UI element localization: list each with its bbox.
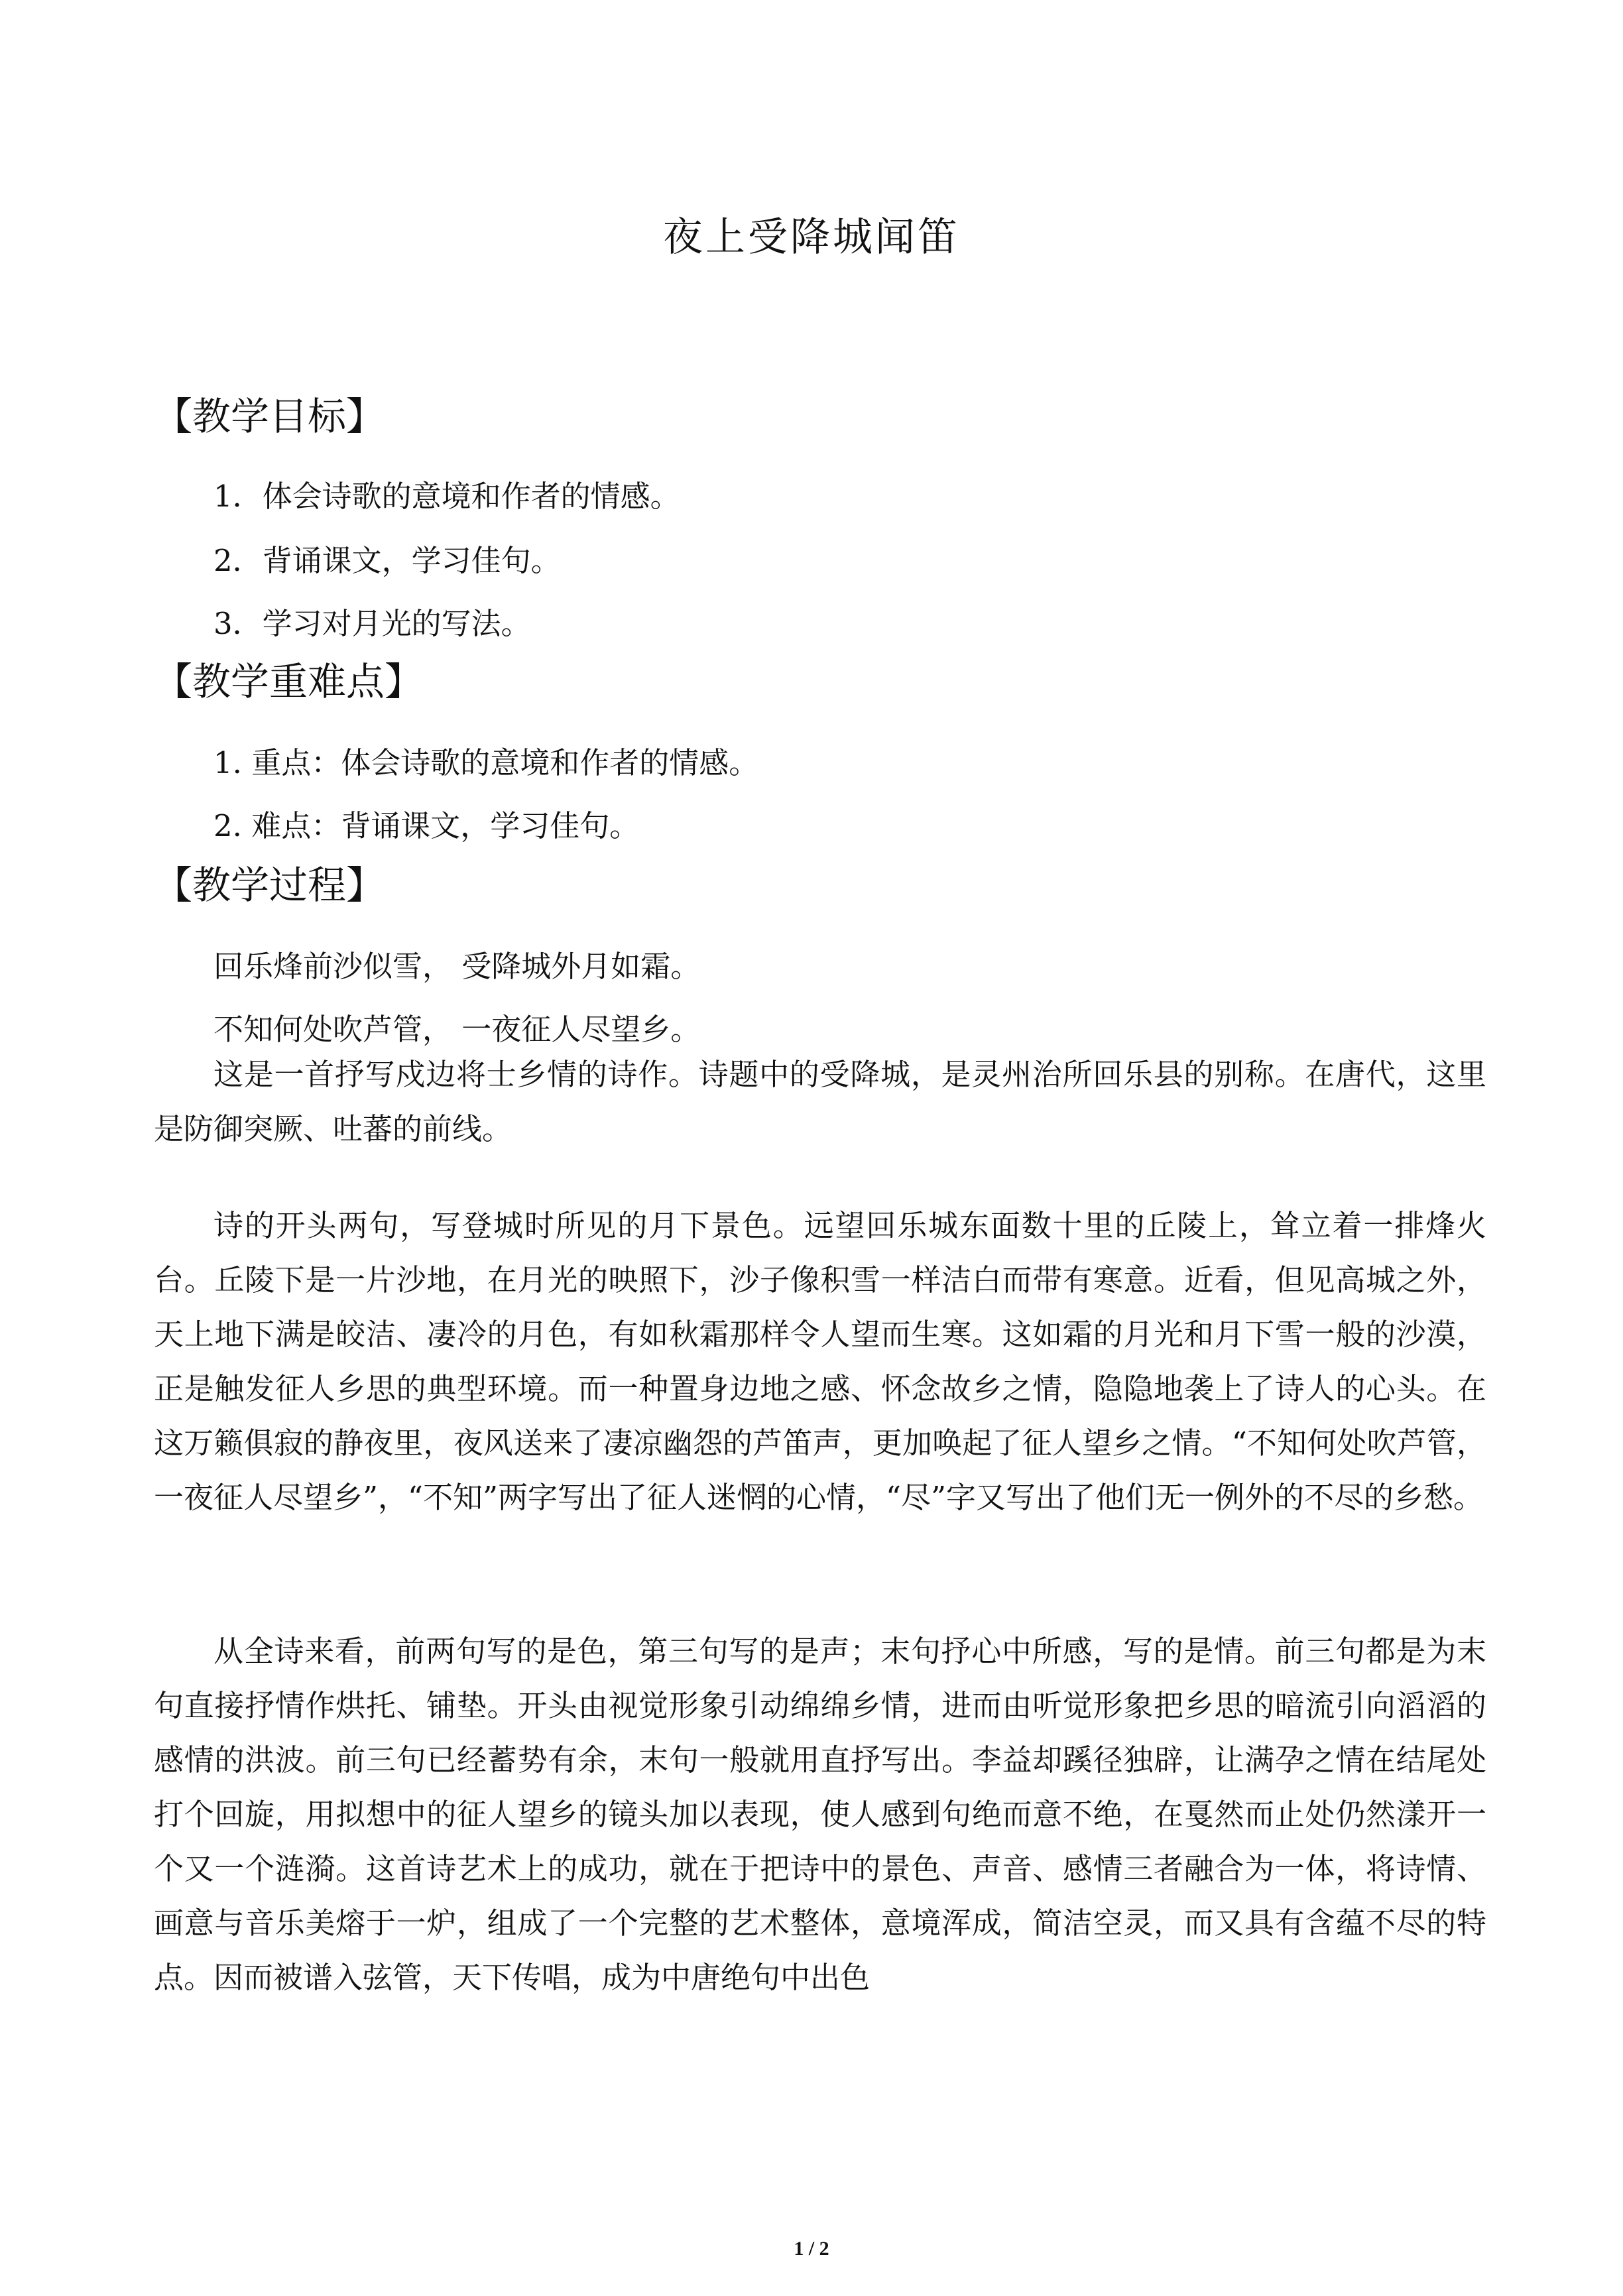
section-heading-keypoints: 【教学重难点】: [154, 659, 424, 704]
paragraph-intro: 这是一首抒写戍边将士乡情的诗作。诗题中的受降城，是灵州治所回乐县的别称。在唐代，这里是防御突厥、吐蕃的前线。: [154, 1057, 1486, 1146]
poem-line-1: 回乐烽前沙似雪， 受降城外月如霜。: [213, 949, 701, 984]
keypoint-item-2: 2. 难点：背诵课文，学习佳句。: [213, 808, 640, 843]
paragraph-conclusion: 从全诗来看，前两句写的是色，第三句写的是声；末句抒心中所感，写的是情。前三句都是为末句直接抒情作烘托、铺垫。开头由视觉形象引动绵绵乡情，进而由听觉形象把乡思的暗流引向滔滔的感情的洪波。前三句已经蓄势有余，末句一般就用直抒写出。李益却蹊径独辟，让满孕之情在结尾处打个回旋，用拟想中的征人望乡的镜头加以表现，使人感到句绝而意不绝，在戛然而止处仍然漾开一个又一个涟漪。这首诗艺术上的成功，就在于把诗中的景色、声音、感情三者融合为一体，将诗情、画意与音乐美熔于一炉，组成了一个完整的艺术整体，意境浑成，简洁空灵，而又具有含蕴不尽的特点。因而被谱入弦管，天下传唱，成为中唐绝句中出色: [154, 1634, 1486, 1995]
section-heading-process: 【教学过程】: [154, 863, 385, 908]
document-title: 夜上受降城闻笛: [663, 214, 960, 261]
page-number: 1 / 2: [794, 2238, 829, 2260]
paragraph-analysis: 诗的开头两句，写登城时所见的月下景色。远望回乐城东面数十里的丘陵上，耸立着一排烽火台。丘陵下是一片沙地，在月光的映照下，沙子像积雪一样洁白而带有寒意。近看，但见高城之外，天上地下满是皎洁、凄冷的月色，有如秋霜那样令人望而生寒。这如霜的月光和月下雪一般的沙漠，正是触发征人乡思的典型环境。而一种置身边地之感、怀念故乡之情，隐隐地袭上了诗人的心头。在这万籁俱寂的静夜里，夜风送来了凄凉幽怨的芦笛声，更加唤起了征人望乡之情。“不知何处吹芦管，一夜征人尽望乡”，“不知”两字写出了征人迷惘的心情，“尽”字又写出了他们无一例外的不尽的乡愁。: [154, 1208, 1486, 1515]
keypoint-item-1: 1. 重点：体会诗歌的意境和作者的情感。: [213, 745, 759, 780]
objective-item-2: 2．背诵课文，学习佳句。: [213, 543, 561, 578]
poem-line-2: 不知何处吹芦管， 一夜征人尽望乡。: [213, 1012, 701, 1047]
section-heading-objectives: 【教学目标】: [154, 394, 385, 439]
objective-item-1: 1．体会诗歌的意境和作者的情感。: [213, 479, 680, 514]
objective-item-3: 3．学习对月光的写法。: [213, 606, 531, 641]
